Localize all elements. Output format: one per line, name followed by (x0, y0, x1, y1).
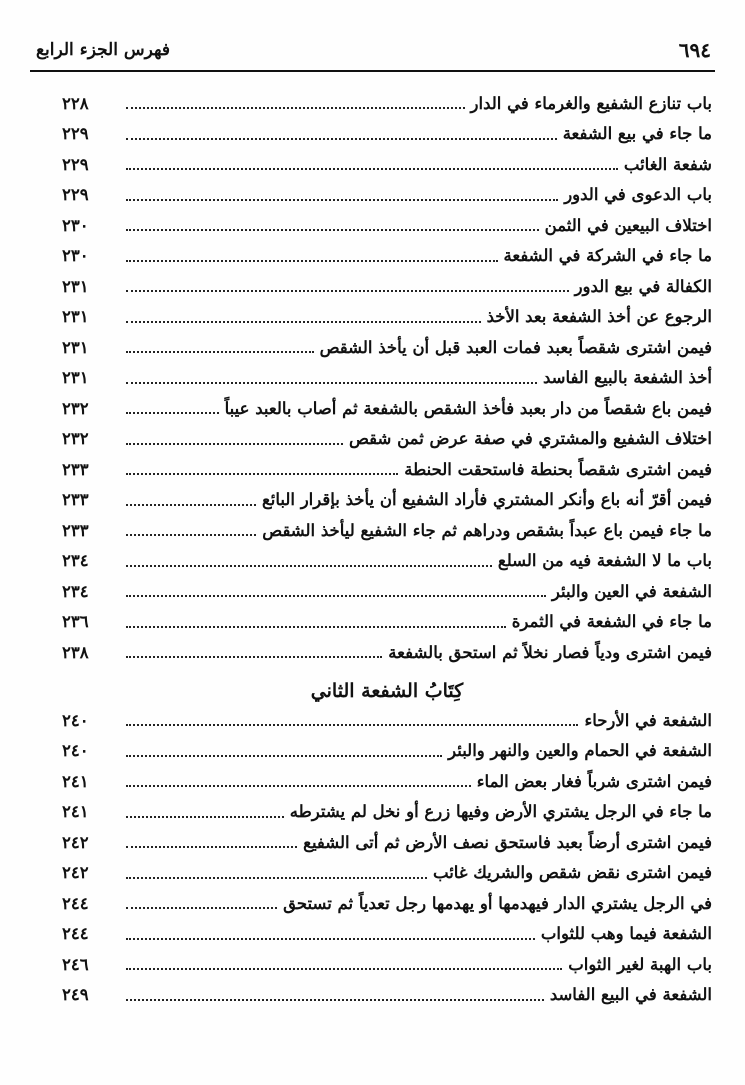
dot-leader (126, 595, 546, 597)
dot-leader (126, 412, 219, 414)
toc-entry-title: فيمن أقرّ أنه باع وأنكر المشتري فأراد الشفيع أن يأخذ بإقرار البائع (261, 490, 712, 510)
dot-leader (126, 907, 277, 909)
toc-entry-page: ٢٣٣ (62, 520, 89, 540)
toc-entry (62, 393, 712, 424)
toc-list-part2 (62, 705, 712, 1010)
toc-entry-title: فيمن باع شقصاً من دار بعبد فأخذ الشقص بالشفعة ثم أصاب بالعبد عيباً (224, 398, 712, 418)
toc-entry-page: ٢٤٦ (62, 954, 89, 974)
toc-entry-title: فيمن اشترى نقض شقص والشريك غائب (433, 863, 712, 883)
toc-entry-title: فيمن اشترى شرباً فغار بعض الماء (476, 771, 712, 791)
toc-entry-title: باب الهبة لغير الثواب (568, 954, 712, 974)
toc-entry (62, 454, 712, 485)
dot-leader (126, 565, 492, 567)
toc-entry (62, 180, 712, 211)
toc-entry-title: باب تنازع الشفيع والغرماء في الدار (470, 93, 712, 113)
toc-entry-title: الشفعة في الأرحاء (584, 710, 712, 730)
toc-entry-title: الكفالة في بيع الدور (574, 276, 712, 296)
toc-entry-title: الشفعة في البيع الفاسد (549, 985, 712, 1005)
dot-leader (126, 290, 569, 292)
toc-entry (62, 485, 712, 516)
toc-entry-title: في الرجل يشتري الدار فيهدمها أو يهدمها رجل تعدياً ثم تستحق (283, 893, 712, 913)
toc-entry (62, 271, 712, 302)
toc-entry-page: ٢٤٤ (62, 893, 89, 913)
dot-leader (126, 382, 537, 384)
toc-entry-page: ٢٣١ (62, 307, 89, 327)
toc-entry (62, 607, 712, 638)
toc-entry-title: اختلاف البيعين في الثمن (544, 215, 712, 235)
toc-entry (62, 546, 712, 577)
toc-entry-title: أخذ الشفعة بالبيع الفاسد (542, 368, 712, 388)
dot-leader (126, 785, 471, 787)
toc-entry (62, 980, 712, 1011)
toc-list-part1 (62, 88, 712, 668)
toc-entry-title: ما جاء في الشفعة في الثمرة (511, 612, 712, 632)
dot-leader (126, 107, 465, 109)
toc-entry (62, 919, 712, 950)
toc-entry-page: ٢٣١ (62, 276, 89, 296)
header-divider (30, 70, 715, 72)
toc-entry (62, 241, 712, 272)
toc-entry-title: الشفعة في العين والبئر (551, 581, 712, 601)
toc-entry-page: ٢٣٠ (62, 246, 89, 266)
toc-entry-title: باب الدعوى في الدور (564, 185, 712, 205)
toc-entry (62, 332, 712, 363)
toc-entry-title: الشفعة في الحمام والعين والنهر والبئر (448, 741, 712, 761)
toc-entry-page: ٢٤٩ (62, 985, 89, 1005)
dot-leader (126, 999, 544, 1001)
toc-entry-page: ٢٣٤ (62, 551, 89, 571)
toc-entry-page: ٢٤٠ (62, 741, 89, 761)
toc-entry-title: ما جاء في الرجل يشتري الأرض وفيها زرع أو نخل لم يشترطه (289, 802, 712, 822)
toc-entry-page: ٢٢٩ (62, 154, 89, 174)
toc-entry-title: الرجوع عن أخذ الشفعة بعد الأخذ (486, 307, 712, 327)
toc-entry-page: ٢٤١ (62, 802, 89, 822)
toc-entry-page: ٢٣٣ (62, 459, 89, 479)
dot-leader (126, 260, 498, 262)
toc-entry-page: ٢٤١ (62, 771, 89, 791)
toc-entry-page: ٢٢٩ (62, 124, 89, 144)
dot-leader (126, 846, 297, 848)
toc-entry-title: فيمن اشترى شقصاً بحنطة فاستحقت الحنطة (404, 459, 712, 479)
toc-entry (62, 705, 712, 736)
toc-entry-page: ٢٤٤ (62, 924, 89, 944)
dot-leader (126, 199, 558, 201)
toc-entry-page: ٢٢٩ (62, 185, 89, 205)
dot-leader (126, 321, 481, 323)
toc-entry-page: ٢٤٠ (62, 710, 89, 730)
toc-entry-page: ٢٢٨ (62, 93, 89, 113)
page-header (30, 32, 715, 68)
toc-entry-page: ٢٤٢ (62, 863, 89, 883)
toc-entry (62, 302, 712, 333)
toc-entry (62, 363, 712, 394)
dot-leader (126, 656, 382, 658)
toc-entry-page: ٢٤٢ (62, 832, 89, 852)
dot-leader (126, 755, 442, 757)
toc-entry (62, 736, 712, 767)
dot-leader (126, 938, 535, 940)
toc-entry-page: ٢٣١ (62, 337, 89, 357)
toc-entry-page: ٢٣٤ (62, 581, 89, 601)
dot-leader (126, 534, 256, 536)
toc-entry-title: فيمن اشترى شقصاً بعبد فمات العبد قبل أن يأخذ الشقص (319, 337, 712, 357)
toc-entry-page: ٢٣٠ (62, 215, 89, 235)
dot-leader (126, 724, 578, 726)
dot-leader (126, 168, 618, 170)
dot-leader (126, 138, 557, 140)
toc-entry-title: فيمن اشترى أرضاً بعبد فاستحق نصف الأرض ثم أتى الشفيع (303, 832, 712, 852)
toc-entry (62, 515, 712, 546)
dot-leader (126, 968, 562, 970)
toc-entry (62, 637, 712, 668)
dot-leader (126, 877, 427, 879)
toc-entry (62, 797, 712, 828)
toc-entry (62, 149, 712, 180)
toc-entry-title: باب ما لا الشفعة فيه من السلع (497, 551, 712, 571)
toc-entry (62, 210, 712, 241)
toc-entry-title: فيمن اشترى ودياً فصار نخلاً ثم استحق بالشفعة (388, 642, 712, 662)
toc-entry (62, 766, 712, 797)
toc-entry (62, 888, 712, 919)
dot-leader (126, 351, 314, 353)
toc-entry (62, 424, 712, 455)
toc-entry-title: ما جاء في بيع الشفعة (562, 124, 712, 144)
dot-leader (126, 229, 539, 231)
dot-leader (126, 626, 506, 628)
toc-entry (62, 119, 712, 150)
toc-entry (62, 88, 712, 119)
toc-entry (62, 576, 712, 607)
dot-leader (126, 504, 256, 506)
toc-entry-title: ما جاء في الشركة في الشفعة (503, 246, 712, 266)
toc-entry (62, 827, 712, 858)
toc-entry (62, 949, 712, 980)
toc-entry-page: ٢٣٣ (62, 490, 89, 510)
toc-entry-page: ٢٣١ (62, 368, 89, 388)
page-number: ٦٩٤ (678, 38, 711, 62)
toc-entry-page: ٢٣٦ (62, 612, 89, 632)
running-title: فهرس الجزء الرابع (36, 40, 170, 60)
dot-leader (126, 816, 284, 818)
toc-entry-page: ٢٣٨ (62, 642, 89, 662)
section-heading: كِتَابُ الشفعة الثاني (310, 680, 464, 702)
dot-leader (126, 443, 343, 445)
toc-entry-page: ٢٣٢ (62, 398, 89, 418)
toc-entry-page: ٢٣٢ (62, 429, 89, 449)
toc-entry-title: اختلاف الشفيع والمشتري في صفة عرض ثمن شقص (348, 429, 712, 449)
toc-entry-title: الشفعة فيما وهب للثواب (540, 924, 712, 944)
toc-entry-title: ما جاء فيمن باع عبداً بشقص ودراهم ثم جاء الشفيع ليأخذ الشقص (262, 520, 712, 540)
toc-entry (62, 858, 712, 889)
toc-entry-title: شفعة الغائب (623, 154, 712, 174)
dot-leader (126, 473, 398, 475)
